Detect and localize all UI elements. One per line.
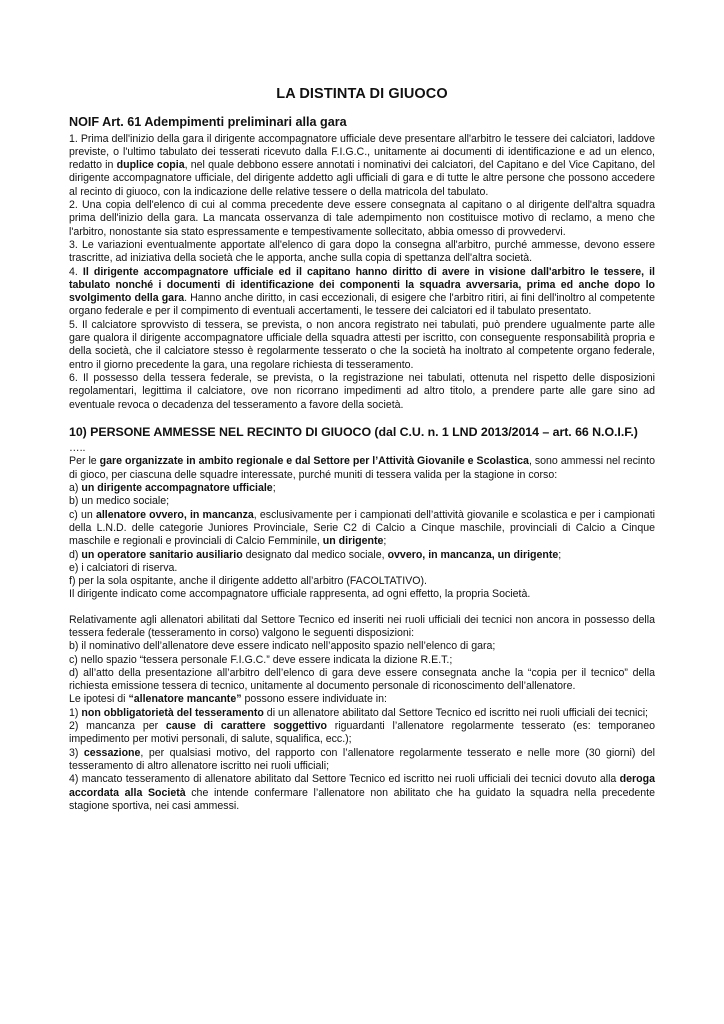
list-item-e: e) i calciatori di riserva. [69,561,178,574]
art61-paragraph-1: 1. Prima dell'inizio della gara il dirigente accompagnatore ufficiale deve presentare all'arbitro le tessere dei calciatori, laddove previste, o l'ultimo tabulato dei tesserati ricevuto dalla F.I.G.C., unitamente ai documenti di identificazione e ad un elenco, redatto in duplice copia, nel quale debbono essere annotati i nominativi dei calciatori, del Capitano e del Vice Capitano, del dirigente accompagnatore ufficiale, del dirigente addetto agli ufficiali di gara e di tutte le altre persone che possono accedere al recinto di giuoco, con la indicazione delle relative tessere o della matricola del tabulato. [69,132,656,198]
hypothesis-1: 1) non obbligatorietà del tesseramento di un allenatore abilitato dal Settore Tecnico ed iscritto nei ruoli ufficiali dei tecnici; [69,706,649,719]
disposition-c: c) nello spazio “tessera personale F.I.G.C.” deve essere indicata la dizione R.E.T.; [69,653,453,666]
list-item-c: c) un allenatore ovvero, in mancanza, esclusivamente per i campionati dell’attività giovanile e scolastica e per i campionati della L.N.D. delle categorie Juniores Provinciale, Serie C2 di Calcio a Cinque maschile, provinciali di Calcio a Cinque maschile e regionali e provinciali di Calcio Femminile, un dirigente; [69,508,655,548]
section1-heading: NOIF Art. 61 Adempimenti preliminari alla gara [69,115,347,130]
ipotesi-paragraph: Le ipotesi di “allenatore mancante” possono essere individuate in: [69,693,387,706]
art61-paragraph-2: 2. Una copia dell'elenco di cui al comma precedente deve essere consegnata al capitano o al dirigente dell'altra squadra prima dell'inizio della gara. La mancata osservanza di tale adempimento non costituisce motivo di reclamo, a meno che l'arbitro, nonostante sia stato espressamente e tempestivamente sollecitato, abbia omesso di provvedervi. [69,199,655,238]
art61-paragraph-6: 6. Il possesso della tessera federale, se prevista, o la registrazione nei tabulati, ottenuta nel rispetto delle disposizioni regolamentari, legittima il calciatore, ove non ricorrano impedimenti ad altro titolo, a prendere parte alle gare sino ad eventuale revoca o decadenza del tesseramento a favore della società. [69,371,655,411]
spacer [69,602,655,614]
disposition-b: b) il nominativo dell’allenatore deve essere indicato nell’apposito spazio nell’elenco di gara; [69,640,496,653]
list-item-b: b) un medico sociale; [69,495,170,508]
page-title: LA DISTINTA DI GIUOCO [276,86,448,102]
intro-paragraph: Per le gare organizzate in ambito regionale e dal Settore per l’Attività Giovanile e Scolastica, sono ammessi nel recinto di gioco, per ciascuna delle squadre interessate, purché muniti di tessera valida per la stagione in corso: [69,455,655,481]
closing-paragraph: Il dirigente indicato come accompagnatore ufficiale rappresenta, ad ogni effetto, la propria Società. [69,588,531,601]
relativamente-paragraph: Relativamente agli allenatori abilitati dal Settore Tecnico ed inseriti nei ruoli ufficiali dei tecnici non ancora in possesso della tessera federale (tesseramento in corso) valgono le seguenti disposizioni: [69,613,655,639]
art61-paragraph-3: 3. Le variazioni eventualmente apportate all'elenco di gara dopo la consegna all'arbitro, purché ammesse, devono essere trascritte, ad iniziativa della società che le apporta, anche sulla copia di spettanza dell'altra società. [69,238,655,265]
document-body [69,88,655,813]
hypothesis-3: 3) cessazione, per qualsiasi motivo, del rapporto con l’allenatore regolarmente tesserato e nelle more (30 giorni) del tesseramento di altro allenatore iscritto nei ruoli ufficiali; [69,746,655,772]
section2-heading: 10) PERSONE AMMESSE NEL RECINTO DI GIUOCO (dal C.U. n. 1 LND 2013/2014 – art. 66 N.O.I.F.) [69,424,638,439]
hypothesis-2: 2) mancanza per cause di carattere soggettivo riguardanti l’allenatore regolarmente tesserato (es: temporaneo impedimento per motivi personali, di salute, squalifica, ecc.); [69,720,655,746]
hypothesis-4: 4) mancato tesseramento di allenatore abilitato dal Settore Tecnico ed iscritto nei ruoli ufficiali dei tecnici dovuto alla deroga accordata alla Società che intende confermare l’allenatore non abilitato che ha guidato la squadra nella precedente stagione sportiva, nei casi ammessi. [69,773,655,812]
list-item-f: f) per la sola ospitante, anche il dirigente addetto all’arbitro (FACOLTATIVO). [69,575,427,588]
list-item-d: d) un operatore sanitario ausiliario designato dal medico sociale, ovvero, in mancanza, un dirigente; [69,548,562,561]
list-item-a: a) un dirigente accompagnatore ufficiale; [69,482,276,495]
disposition-d: d) all’atto della presentazione all’arbitro dell’elenco di gara deve essere consegnata anche la “copia per il tecnico” della richiesta emissione tessera di tecnico, unitamente al documento personale di riconoscimento dell’allenatore. [69,666,655,693]
ellipsis: ….. [69,442,86,455]
art61-paragraph-5: 5. Il calciatore sprovvisto di tessera, se prevista, o non ancora registrato nei tabulati, può prendere ugualmente parte alle gare qualora il dirigente accompagnatore ufficiale della squadra attesti per iscritto, con conseguente responsabilità propria e della società, che il calciatore stesso è regolarmente tesserato o che la società ha inoltrato al competente organo federale, entro il giorno precedente la gara, una regolare richiesta di tesseramento. [69,318,655,371]
art61-paragraph-4: 4. Il dirigente accompagnatore ufficiale ed il capitano hanno diritto di avere in visione dall'arbitro le tessere, il tabulato nonché i documenti di identificazione dei componenti la squadra avversaria, prima ed anche dopo lo svolgimento della gara. Hanno anche diritto, in casi eccezionali, di esigere che l'arbitro ritiri, ai fini dell'inoltro al competente organo federale e per il compimento di eventuali accertamenti, le tessere dei calciatori ed il tabulato presentato. [69,265,656,318]
